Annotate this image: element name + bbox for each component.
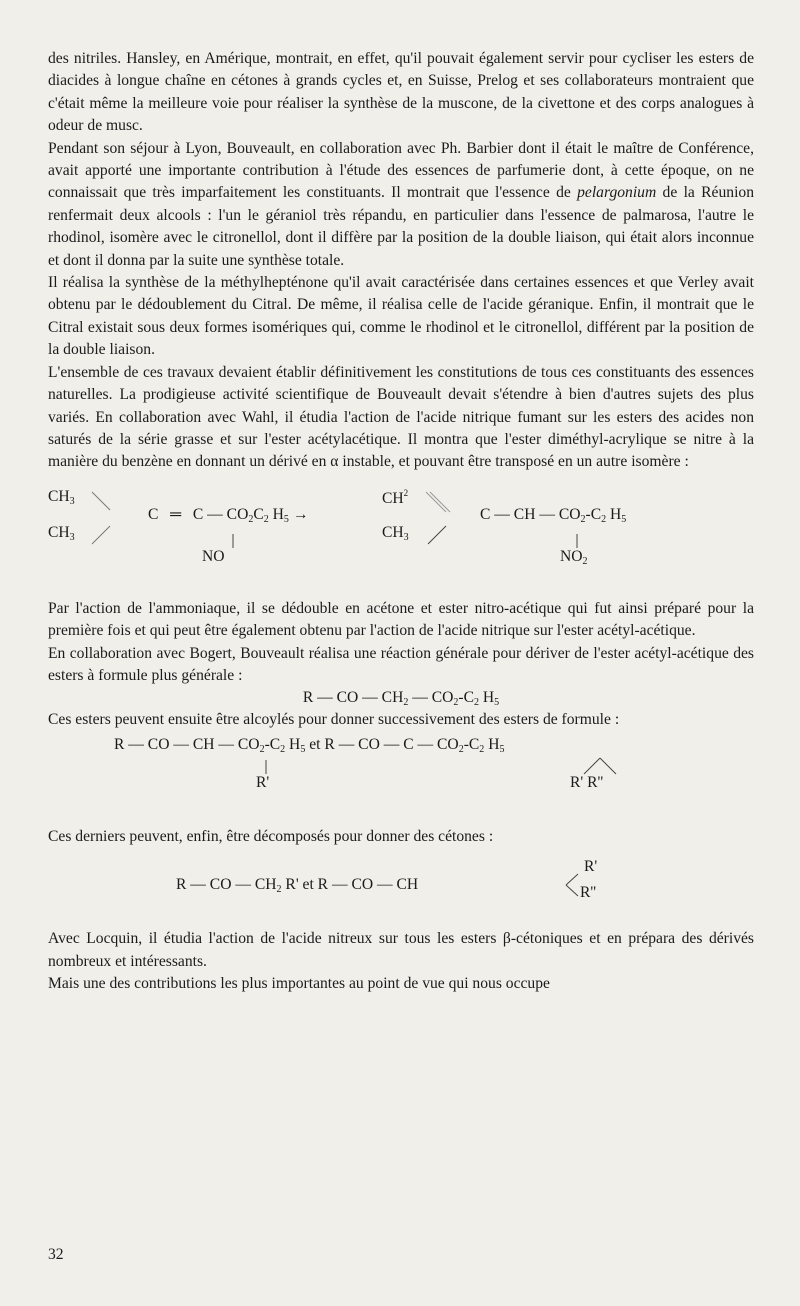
bond-lines-right [422, 490, 456, 550]
formula-ketones [48, 854, 754, 920]
bond-vertical-c1 [264, 760, 268, 774]
formula-ch2-top: $CH^2$ [382, 487, 409, 507]
formula-c-r1: R' [256, 773, 270, 791]
paragraph-1: des nitriles. Hansley, en Amérique, montrait, en effet, qu'il pouvait également servir pour cycliser les esters de diacides à longue chaîne en cétones à grands cycles et, en Suisse, Prelog et ses collaborateurs montraient que c'était même la meilleure voie pour réaliser la synthèse de la muscone, de la civettone et des corps analogues à odeur de musc. [48, 50, 754, 135]
bond-lines-left [88, 490, 118, 550]
formula-no: NO [202, 547, 225, 565]
formula-acetyl-ester: R — CO — $CH_2$ — $CO_2-C_2$ $H_5$ [302, 689, 500, 709]
formula-alkylated-esters [48, 736, 754, 812]
formula-ch3-bottom: $CH_3$ [48, 523, 75, 543]
formula-d-line: R — CO — $CH_2$ R' et R — CO — CH [176, 876, 419, 896]
page-number: 32 [48, 1246, 64, 1263]
emphasis-pelargonium: pelargonium [577, 184, 657, 202]
formula-d-r2: R'' [580, 884, 597, 902]
reaction-arrow: → [292, 505, 309, 523]
formula-c-line: R — CO — CH — $CO_2-C_2$ $H_5$ et R — CO — C — $CO_2-C_2$ $H_5$ [114, 735, 505, 755]
bond-fork-d [562, 870, 582, 900]
formula-nitration [48, 486, 754, 594]
formula-ch3-right: $CH_3$ [382, 523, 409, 543]
paragraph-6: En collaboration avec Bogert, Bouveault réalisa une réaction générale pour dériver de l'ester acétyl-acétique des esters à formule plus générale : [48, 644, 754, 684]
paragraph-7: Ces esters peuvent ensuite être alcoylés pour donner successivement des esters de formule : [48, 711, 620, 729]
bond-vertical-left [231, 534, 235, 548]
formula-d-r1: R' [584, 858, 598, 876]
paragraph-4: L'ensemble de ces travaux devaient établir définitivement les constitutions de tous ces constituants des essences naturelles. La prodigieuse activité scientifique de Bouveault devait s'étendre à bien d'autres sujets des plus variés. En collaboration avec Wahl, il étudia l'action de l'acide nitrique fumant sur les esters des acides non saturés de la série grasse et sur l'ester acétylacétique. Il montra que l'ester diméthyl-acrylique se nitre à la manière du benzène en donnant un dérivé en α instable, et pouvant être transposé en un autre isomère : [48, 363, 754, 471]
formula-right-center: C — CH — $CO_2-C_2$ $H_5$ [480, 505, 627, 525]
paragraph-3: Il réalisa la synthèse de la méthylhepténone qu'il avait caractérisée dans certaines essences et que Verley avait obtenu par le dédoublement du Citral. De même, il réalisa celle de l'acide géranique. Enfin, il montrait que le Citral existait sous deux formes isomériques qui, comme le rhodinol et le citronellol, différent par la position de la double liaison. [48, 274, 754, 359]
paragraph-8: Ces derniers peuvent, enfin, être décomposés pour donner des cétones : [48, 827, 494, 845]
page-body [48, 48, 754, 995]
formula-no2: $NO_2$ [560, 547, 588, 567]
formula-ch3-top: $CH_3$ [48, 487, 75, 507]
formula-left-center: C ═ C — $CO_2C_2$ $H_5$ → [148, 505, 309, 525]
paragraph-9: Avec Locquin, il étudia l'action de l'acide nitreux sur tous les esters β-cétoniques et en prépara des dérivés nombreux et intéressants. [48, 930, 754, 970]
paragraph-5: Par l'action de l'ammoniaque, il se dédouble en acétone et ester nitro-acétique qui fut ainsi préparé pour la première fois et qui peut être également obtenu par l'action de l'acide nitrique sur l'ester acétyl-acétique. [48, 599, 754, 640]
formula-c-r2: R' R'' [570, 773, 604, 791]
paragraph-2: Pendant son séjour à Lyon, Bouveault, en collaboration avec Ph. Barbier dont il était le maître de Conférence, avait apporté une importante contribution à l'étude des essences de parfumerie dont, à cette époque, on ne connaissait que très imparfaitement les constituants. Il montrait que l'essence de pelargonium de la Réunion renfermait deux alcools : l'un le géraniol très répandu, en particulier dans l'essence de palmarosa, l'autre le rhodinol, isomère avec le citronellol, dont il diffère par la position de la double liaison, qui était alors inconnue et dont il donna par la suite une synthèse totale. [48, 139, 754, 269]
bond-vertical-right [575, 534, 579, 548]
paragraph-10: Mais une des contributions les plus importantes au point de vue qui nous occupe [48, 974, 550, 992]
